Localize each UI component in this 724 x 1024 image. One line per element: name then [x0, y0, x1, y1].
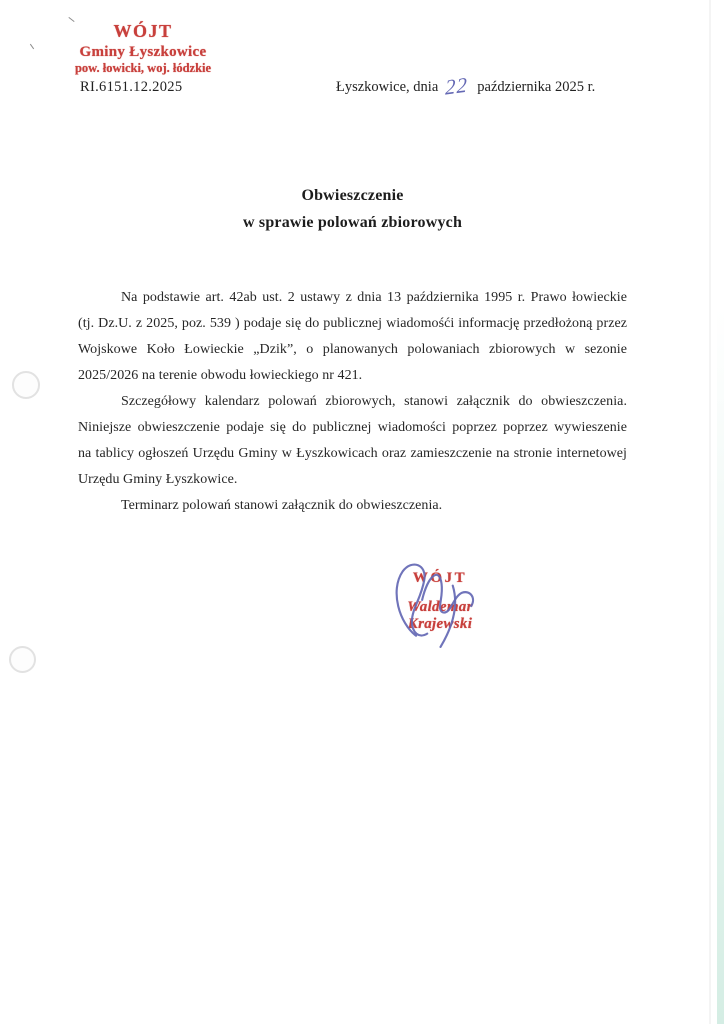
paragraph-line: Na podstawie art. 42ab ust. 2 ustawy z dnia 13 października 1995 r. Prawo łowieckie — [121, 290, 627, 305]
paragraph-line: Terminarz polowań stanowi załącznik do obwieszczenia. — [121, 498, 443, 513]
paragraph-line: Urzędu Gminy Łyszkowice. — [78, 472, 238, 487]
handwritten-signature — [381, 556, 499, 650]
scan-artifact-strip — [717, 0, 724, 1024]
paragraph-line: Szczegółowy kalendarz polowań zbiorowych, stanowi załącznik do obwieszczenia. — [121, 394, 627, 409]
paragraph — [78, 493, 627, 519]
stamp-district: pow. łowicki, woj. łódzkie — [74, 61, 212, 76]
paragraph — [78, 389, 627, 493]
office-stamp — [58, 22, 228, 76]
signature-name: Waldemar Krajewski — [407, 599, 473, 632]
punch-hole-bottom — [9, 646, 36, 673]
title-line-2: w sprawie polowań zbiorowych — [242, 214, 463, 231]
signature-title: WÓJT — [412, 570, 468, 586]
document-title — [78, 182, 627, 236]
stamp-municipality: Gminy Łyszkowice — [79, 43, 207, 60]
paragraph — [78, 285, 627, 389]
dateline-prefix: Łyszkowice, dnia — [336, 79, 439, 95]
punch-hole-top — [12, 371, 40, 399]
document-body — [78, 285, 627, 519]
scan-artifact-line — [709, 0, 711, 1024]
pen-mark — [30, 44, 34, 49]
paragraph-line: (tj. Dz.U. z 2025, poz. 539 ) podaje się do publicznej wiadomośći informację przedłożoną przez — [78, 316, 627, 331]
reference-number: RI.6151.12.2025 — [80, 79, 183, 95]
stamp-title: WÓJT — [113, 21, 173, 41]
paragraph-line: 2025/2026 na terenie obwodu łowieckiego nr 421. — [78, 368, 363, 383]
dateline-suffix: października 2025 r. — [477, 79, 596, 95]
dateline — [336, 74, 595, 99]
handwritten-day: 22 — [445, 72, 469, 100]
paragraph-line: Wojskowe Koło Łowieckie „Dzik”, o planowanych polowaniach zbiorowych w sezonie — [78, 342, 627, 357]
title-line-1: Obwieszczenie — [301, 187, 404, 204]
paragraph-line: na tablicy ogłoszeń Urzędu Gminy w Łyszkowicach oraz zamieszczenie na stronie internetowej — [78, 446, 627, 461]
paragraph-line: Niniejsze obwieszczenie podaje się do publicznej wiadomości poprzez poprzez wywieszenie — [78, 420, 627, 435]
